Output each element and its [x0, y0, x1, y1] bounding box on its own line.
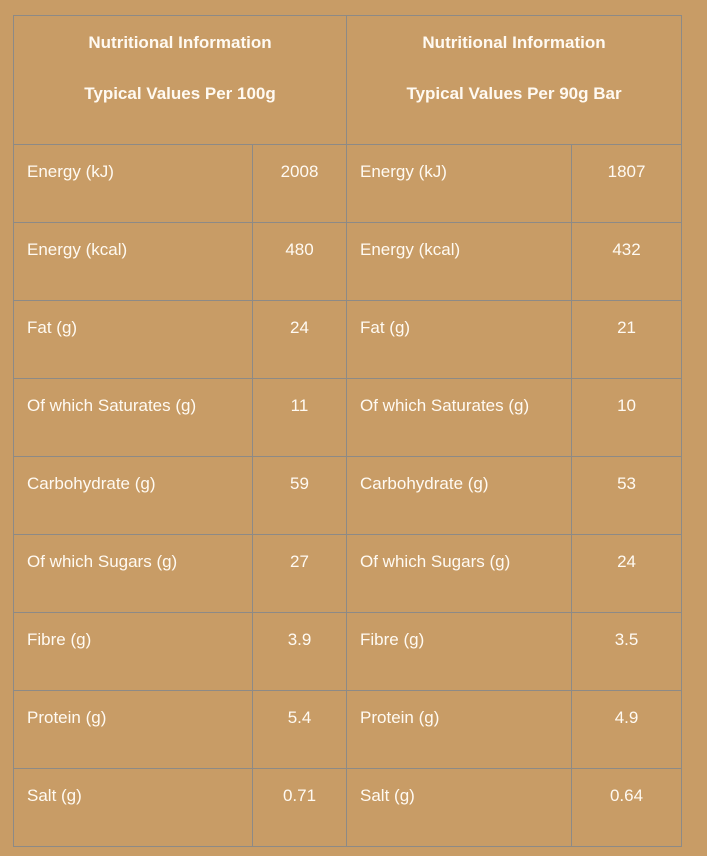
nutrient-label: Fat (g) [14, 301, 253, 379]
header-title: Nutritional Information [422, 33, 606, 52]
header-per-bar [347, 16, 682, 145]
nutrient-label: Protein (g) [347, 691, 572, 769]
nutrient-label: Carbohydrate (g) [347, 457, 572, 535]
nutrient-value: 53 [572, 457, 682, 535]
nutrient-label: Of which Sugars (g) [14, 535, 253, 613]
nutrient-value: 2008 [253, 145, 347, 223]
nutrient-value: 3.5 [572, 613, 682, 691]
table-row [14, 457, 682, 535]
nutrient-label: Carbohydrate (g) [14, 457, 253, 535]
nutrient-value: 0.64 [572, 769, 682, 847]
nutrient-label: Fibre (g) [14, 613, 253, 691]
nutrient-label: Of which Sugars (g) [347, 535, 572, 613]
nutrient-label: Of which Saturates (g) [14, 379, 253, 457]
nutrient-value: 3.9 [253, 613, 347, 691]
nutrient-value: 5.4 [253, 691, 347, 769]
nutrient-label: Fat (g) [347, 301, 572, 379]
table-row [14, 223, 682, 301]
header-per-100g [14, 16, 347, 145]
nutrient-label: Energy (kcal) [347, 223, 572, 301]
nutrient-value: 4.9 [572, 691, 682, 769]
nutrient-value: 10 [572, 379, 682, 457]
nutrient-label: Protein (g) [14, 691, 253, 769]
nutrient-value: 1807 [572, 145, 682, 223]
header-subtitle: Typical Values Per 90g Bar [406, 84, 622, 103]
table-row [14, 301, 682, 379]
nutrient-value: 21 [572, 301, 682, 379]
nutrient-label: Salt (g) [347, 769, 572, 847]
nutrient-value: 480 [253, 223, 347, 301]
nutrient-label: Energy (kJ) [14, 145, 253, 223]
nutrient-label: Of which Saturates (g) [347, 379, 572, 457]
nutrition-table [13, 15, 682, 847]
nutrient-label: Salt (g) [14, 769, 253, 847]
nutrient-label: Fibre (g) [347, 613, 572, 691]
table-row [14, 535, 682, 613]
nutrient-label: Energy (kcal) [14, 223, 253, 301]
nutrient-value: 59 [253, 457, 347, 535]
header-title: Nutritional Information [88, 33, 272, 52]
table-row [14, 379, 682, 457]
table-row [14, 769, 682, 847]
table-row [14, 691, 682, 769]
nutrient-value: 24 [572, 535, 682, 613]
nutrient-label: Energy (kJ) [347, 145, 572, 223]
table-header-row [14, 16, 682, 145]
nutrition-table-container [13, 15, 682, 847]
nutrient-value: 432 [572, 223, 682, 301]
nutrient-value: 27 [253, 535, 347, 613]
nutrient-value: 11 [253, 379, 347, 457]
table-row [14, 613, 682, 691]
header-subtitle: Typical Values Per 100g [84, 84, 276, 103]
table-row [14, 145, 682, 223]
nutrient-value: 0.71 [253, 769, 347, 847]
nutrient-value: 24 [253, 301, 347, 379]
